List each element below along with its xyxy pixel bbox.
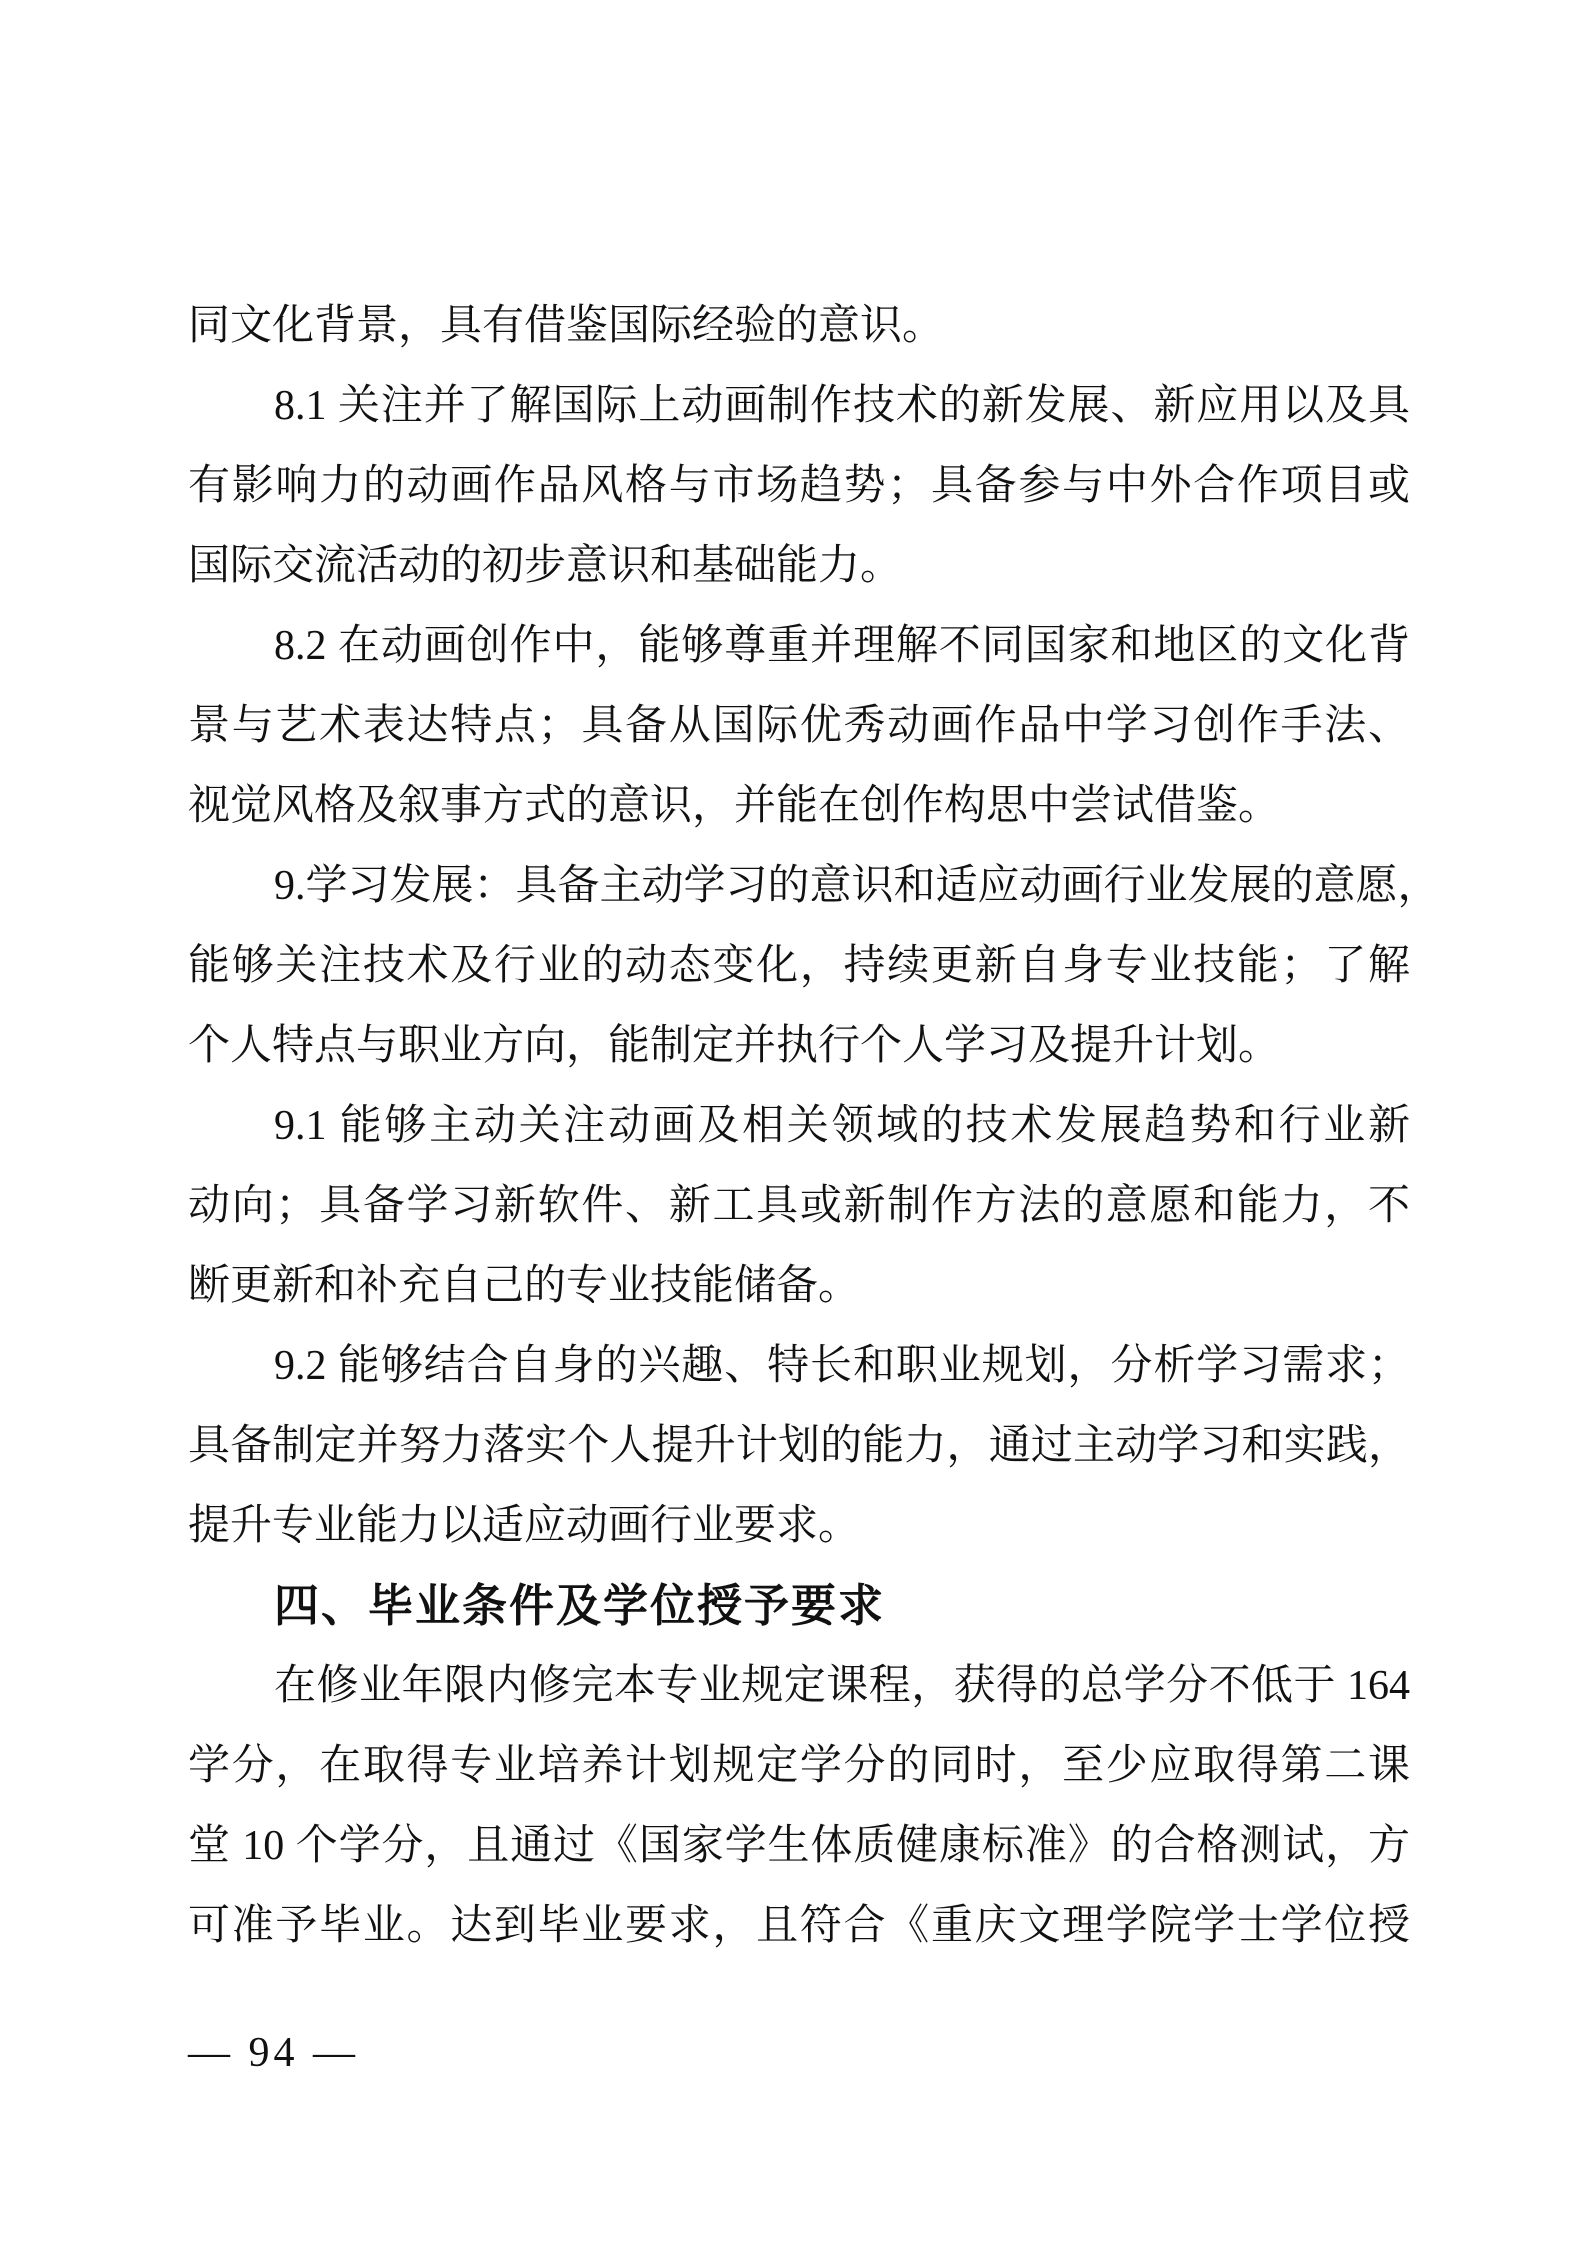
paragraph — [188, 1086, 1410, 1326]
text-line: 景与艺术表达特点；具备从国际优秀动画作品中学习创作手法、 — [188, 703, 1410, 749]
text-line: 在修业年限内修完本专业规定课程，获得的总学分不低于 164 — [274, 1663, 1410, 1709]
page-number: — 94 — — [188, 2030, 359, 2076]
text-line: 国际交流活动的初步意识和基础能力。 — [188, 543, 903, 589]
text-line: 可准予毕业。达到毕业要求，且符合《重庆文理学院学士学位授 — [188, 1903, 1410, 1949]
paragraph — [188, 846, 1440, 1086]
text-line: 同文化背景，具有借鉴国际经验的意识。 — [188, 303, 945, 349]
text-line: 9.1 能够主动关注动画及相关领域的技术发展趋势和行业新 — [274, 1103, 1410, 1149]
text-line: 9.学习发展：具备主动学习的意识和适应动画行业发展的意愿， — [274, 863, 1440, 909]
paragraph — [188, 366, 1410, 606]
text-line: 学分，在取得专业培养计划规定学分的同时，至少应取得第二课 — [188, 1743, 1410, 1789]
text-line: 具备制定并努力落实个人提升计划的能力，通过主动学习和实践， — [188, 1423, 1410, 1469]
text-line: 断更新和补充自己的专业技能储备。 — [188, 1263, 861, 1309]
paragraph — [188, 606, 1410, 846]
text-line: 个人特点与职业方向，能制定并执行个人学习及提升计划。 — [188, 1023, 1281, 1069]
text-line: 有影响力的动画作品风格与市场趋势；具备参与中外合作项目或 — [188, 463, 1410, 509]
document-body — [188, 286, 1440, 1966]
text-line: 动向；具备学习新软件、新工具或新制作方法的意愿和能力，不 — [188, 1183, 1410, 1229]
text-line: 能够关注技术及行业的动态变化，持续更新自身专业技能；了解 — [188, 943, 1410, 989]
paragraph — [188, 286, 1410, 366]
paragraph — [188, 1646, 1410, 1966]
text-line: 8.1 关注并了解国际上动画制作技术的新发展、新应用以及具 — [274, 383, 1410, 429]
text-line: 提升专业能力以适应动画行业要求。 — [188, 1503, 861, 1549]
text-line: 堂 10 个学分，且通过《国家学生体质健康标准》的合格测试，方 — [188, 1823, 1410, 1869]
paragraph — [188, 1326, 1410, 1566]
section-heading — [188, 1566, 1410, 1646]
text-line: 8.2 在动画创作中，能够尊重并理解不同国家和地区的文化背 — [274, 623, 1410, 669]
text-line: 9.2 能够结合自身的兴趣、特长和职业规划，分析学习需求； — [274, 1343, 1410, 1389]
heading-line: 四、毕业条件及学位授予要求 — [274, 1580, 886, 1631]
text-line: 视觉风格及叙事方式的意识，并能在创作构思中尝试借鉴。 — [188, 783, 1281, 829]
